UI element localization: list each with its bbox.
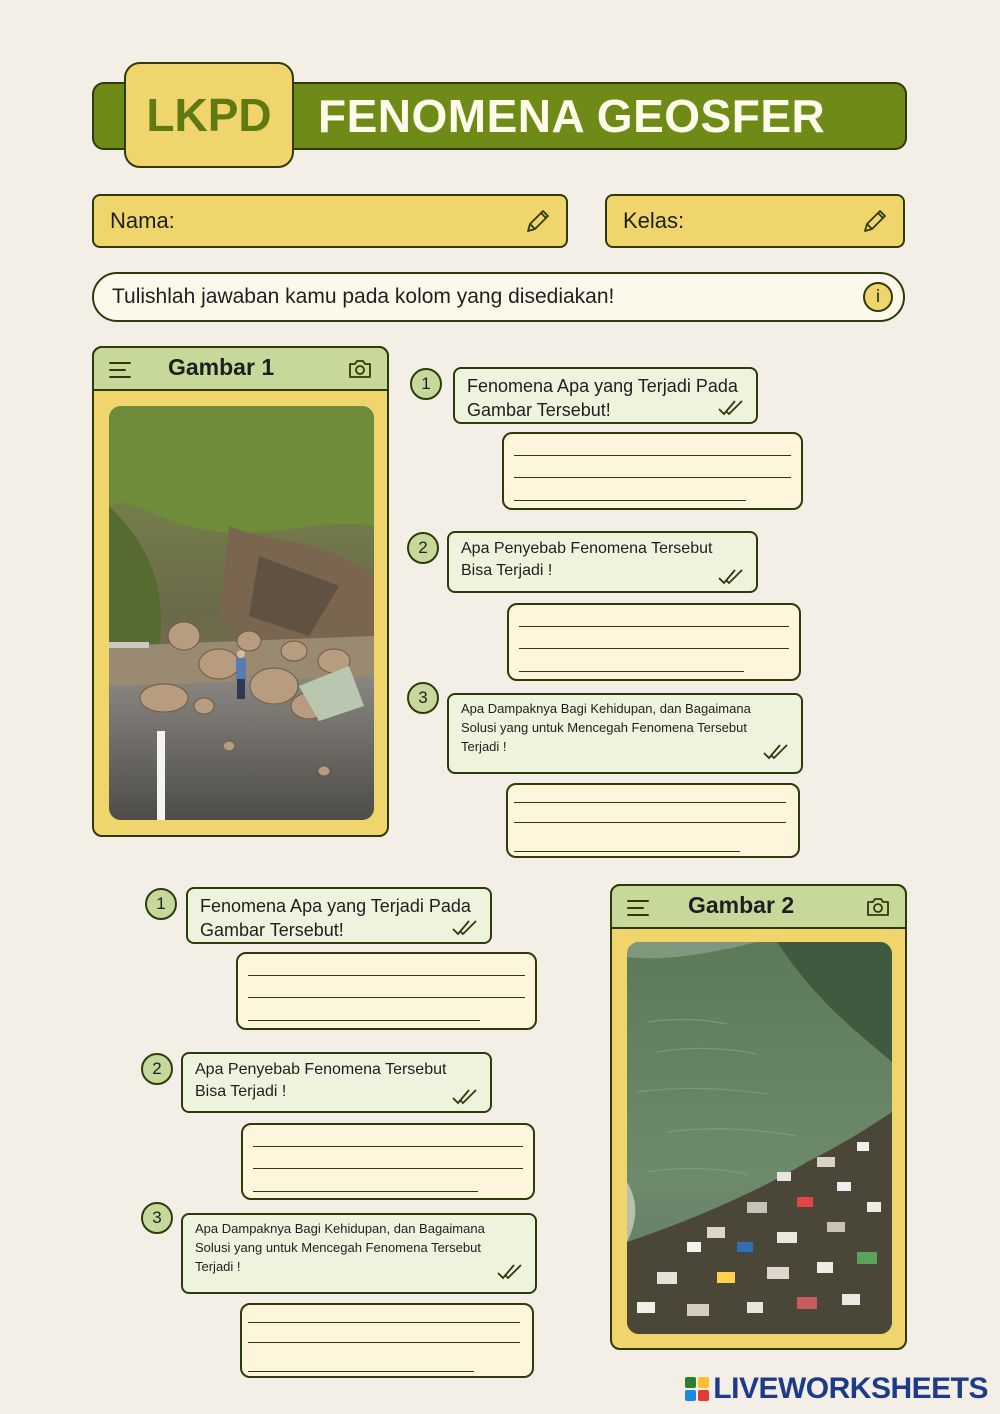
- polluted-river-photo: [627, 942, 892, 1334]
- answer-box[interactable]: [507, 603, 801, 681]
- question-text: Fenomena Apa yang Terjadi Pada Gambar Tersebut!: [467, 376, 738, 421]
- liveworksheets-logo-icon: [685, 1377, 709, 1401]
- menu-icon: [108, 360, 132, 380]
- question-bubble: [181, 1052, 492, 1113]
- question-bubble: [447, 531, 758, 593]
- answer-box[interactable]: [236, 952, 537, 1030]
- question-number: 2: [407, 532, 439, 564]
- menu-icon: [626, 898, 650, 918]
- question-number: 3: [141, 1202, 173, 1234]
- answer-box[interactable]: [241, 1123, 535, 1200]
- double-check-icon: [452, 918, 478, 938]
- brand-name: LIVEWORKSHEETS: [713, 1372, 988, 1405]
- question-number: 2: [141, 1053, 173, 1085]
- camera-icon: [347, 357, 373, 381]
- name-label: Nama:: [110, 208, 175, 233]
- card-title: Gambar 2: [688, 892, 795, 918]
- instruction-text: Tulishlah jawaban kamu pada kolom yang disediakan!: [112, 285, 615, 308]
- question-text: Apa Dampaknya Bagi Kehidupan, dan Bagaimana Solusi yang untuk Mencegah Fenomena Tersebut Terjadi !: [461, 701, 751, 754]
- question-bubble: [181, 1213, 537, 1294]
- question-text: Apa Penyebab Fenomena Tersebut Bisa Terjadi !: [195, 1061, 447, 1100]
- landslide-photo: [109, 406, 374, 820]
- double-check-icon: [763, 742, 789, 762]
- lkpd-badge: LKPD: [124, 62, 294, 168]
- picture-card-2: [610, 884, 907, 1350]
- question-number: 3: [407, 682, 439, 714]
- answer-box[interactable]: [502, 432, 803, 510]
- class-field[interactable]: [605, 194, 905, 248]
- pencil-icon: [522, 207, 552, 237]
- name-field[interactable]: [92, 194, 568, 248]
- pencil-icon: [859, 207, 889, 237]
- question-text: Apa Dampaknya Bagi Kehidupan, dan Bagaimana Solusi yang untuk Mencegah Fenomena Tersebut Terjadi !: [195, 1221, 485, 1274]
- info-icon: i: [863, 282, 893, 312]
- card-header: [92, 346, 389, 391]
- double-check-icon: [718, 398, 744, 418]
- question-number: 1: [410, 368, 442, 400]
- question-bubble: [447, 693, 803, 774]
- question-bubble: [186, 887, 492, 944]
- double-check-icon: [718, 567, 744, 587]
- instruction-bar: [92, 272, 905, 322]
- picture-card-1: [92, 346, 389, 837]
- double-check-icon: [452, 1087, 478, 1107]
- class-label: Kelas:: [623, 208, 685, 233]
- double-check-icon: [497, 1262, 523, 1282]
- camera-icon: [865, 895, 891, 919]
- question-text: Fenomena Apa yang Terjadi Pada Gambar Tersebut!: [200, 896, 471, 941]
- page-title: FENOMENA GEOSFER: [318, 90, 826, 142]
- question-text: Apa Penyebab Fenomena Tersebut Bisa Terjadi !: [461, 540, 713, 579]
- brand-logo: [685, 1372, 988, 1406]
- answer-box[interactable]: [240, 1303, 534, 1378]
- card-header: [610, 884, 907, 929]
- answer-box[interactable]: [506, 783, 800, 858]
- question-bubble: [453, 367, 758, 424]
- card-title: Gambar 1: [168, 354, 275, 380]
- question-number: 1: [145, 888, 177, 920]
